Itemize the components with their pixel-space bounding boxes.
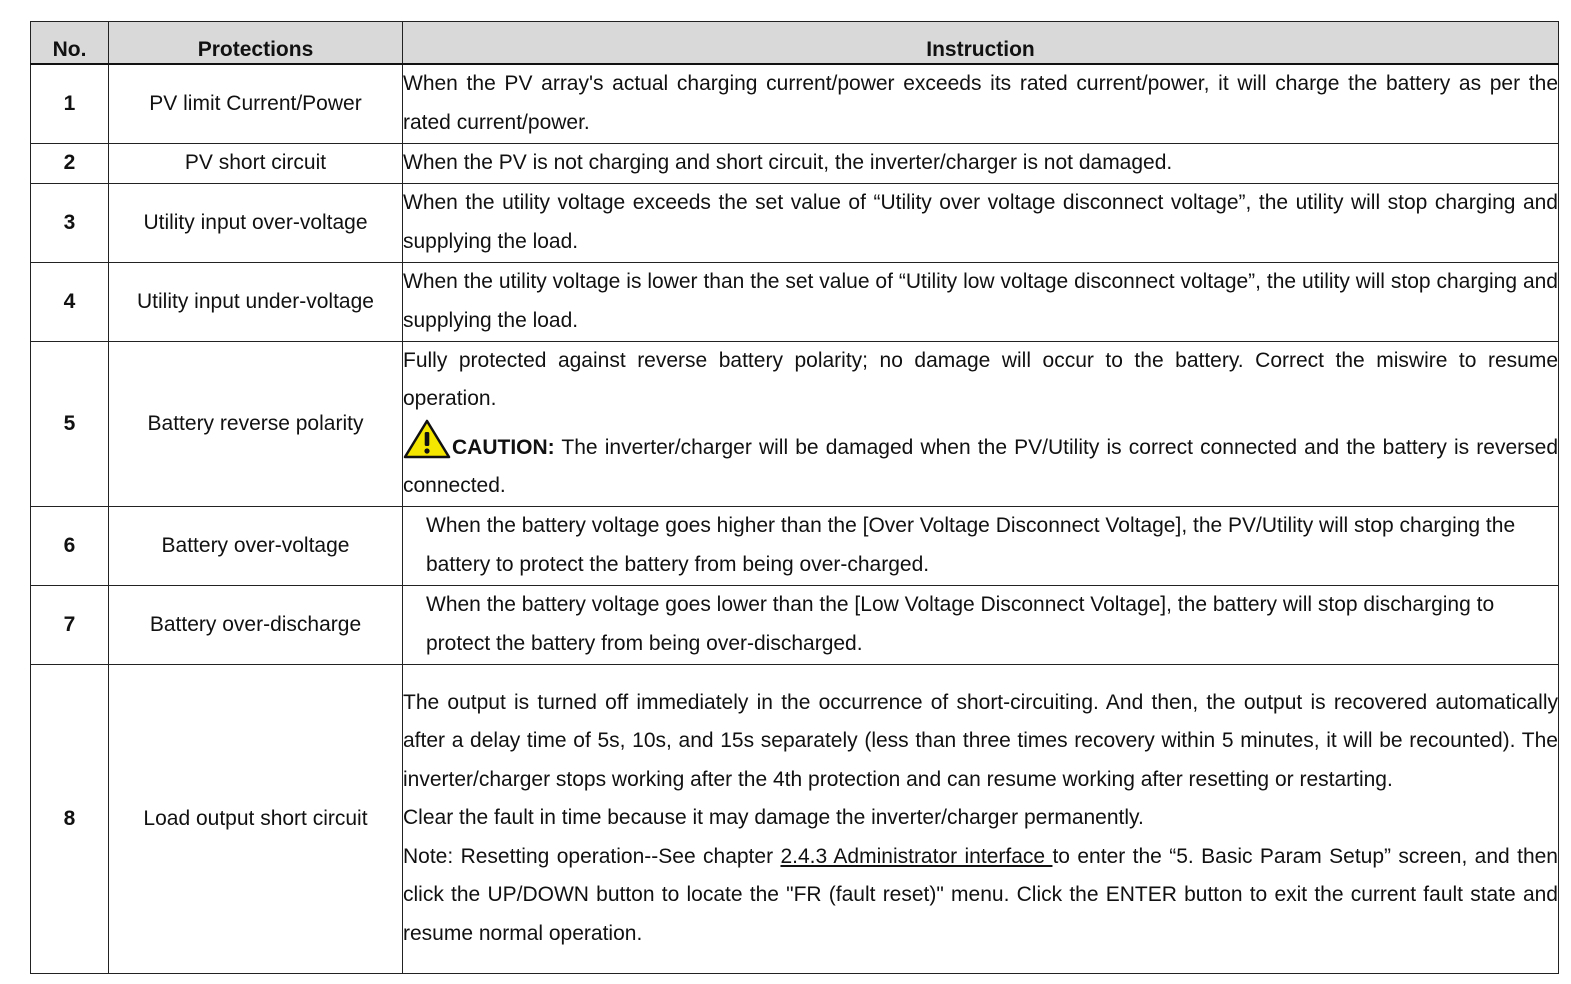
header-no: No. [31,22,109,65]
table-row [31,341,1559,506]
protections-table [30,21,1559,974]
header-row [31,22,1559,65]
instruction-text: Fully protected against reverse battery polarity; no damage will occur to the battery. Correct the miswire to resume operation. [403,348,1558,410]
header-protections: Protections [109,22,403,65]
caution-paragraph [403,419,1558,506]
instruction-text: When the utility voltage exceeds the set value of “Utility over voltage disconnect voltage”, the utility will stop charging and supplying the load. [403,183,1559,262]
protection-name: PV limit Current/Power [109,64,403,143]
instruction-cell [403,664,1559,973]
row-number: 2 [31,143,109,183]
instruction-cell [403,341,1559,506]
caution-label: CAUTION: [452,435,555,459]
protection-name: Utility input over-voltage [109,183,403,262]
warning-triangle-icon [403,419,451,459]
instruction-paragraph: The output is turned off immediately in the occurrence of short-circuiting. And then, the output is recovered automatically after a delay time of 5s, 10s, and 15s separately (less than three times recovery within 5 minutes, it will be recounted). The inverter/charger stops working after the 4th protection and can resume working after resetting or restarting. [403,690,1558,791]
row-number: 8 [31,664,109,973]
table-row [31,64,1559,143]
protection-name: PV short circuit [109,143,403,183]
protection-name: Load output short circuit [109,664,403,973]
protection-name: Battery over-discharge [109,585,403,664]
caution-text: The inverter/charger will be damaged when the PV/Utility is correct connected and the battery is reversed connected. [403,435,1558,497]
table-body [31,64,1559,973]
table-row [31,262,1559,341]
table-row [31,143,1559,183]
protection-name: Battery reverse polarity [109,341,403,506]
table-header [31,22,1559,65]
row-number: 3 [31,183,109,262]
table-row [31,585,1559,664]
protection-name: Utility input under-voltage [109,262,403,341]
table-row [31,664,1559,973]
chapter-link[interactable]: 2.4.3 Administrator interface [780,844,1053,868]
row-number: 4 [31,262,109,341]
header-instruction: Instruction [403,22,1559,65]
instruction-text: When the PV is not charging and short circuit, the inverter/charger is not damaged. [403,143,1559,183]
row-number: 7 [31,585,109,664]
table-row [31,506,1559,585]
instruction-text: When the PV array's actual charging current/power exceeds its rated current/power, it will charge the battery as per the rated current/power. [403,64,1559,143]
row-number: 1 [31,64,109,143]
table-row [31,183,1559,262]
instruction-text: When the battery voltage goes higher than the [Over Voltage Disconnect Voltage], the PV/Utility will stop charging the battery to protect the battery from being over-charged. [403,506,1559,585]
instruction-text: When the battery voltage goes lower than the [Low Voltage Disconnect Voltage], the battery will stop discharging to protect the battery from being over-discharged. [403,585,1559,664]
row-number: 5 [31,341,109,506]
note-prefix: Note: Resetting operation--See chapter [403,844,781,868]
instruction-paragraph: Clear the fault in time because it may damage the inverter/charger permanently. [403,806,1144,830]
protection-name: Battery over-voltage [109,506,403,585]
instruction-text: When the utility voltage is lower than the set value of “Utility low voltage disconnect voltage”, the utility will stop charging and supplying the load. [403,262,1559,341]
note-suffix: to enter the “5. Basic Param Setup” screen, and then click the UP/DOWN button to locate the "FR (fault reset)" menu. Click the ENTER button to exit the current fault state and resume normal operation. [403,844,1558,945]
note-paragraph [403,838,1558,954]
row-number: 6 [31,506,109,585]
